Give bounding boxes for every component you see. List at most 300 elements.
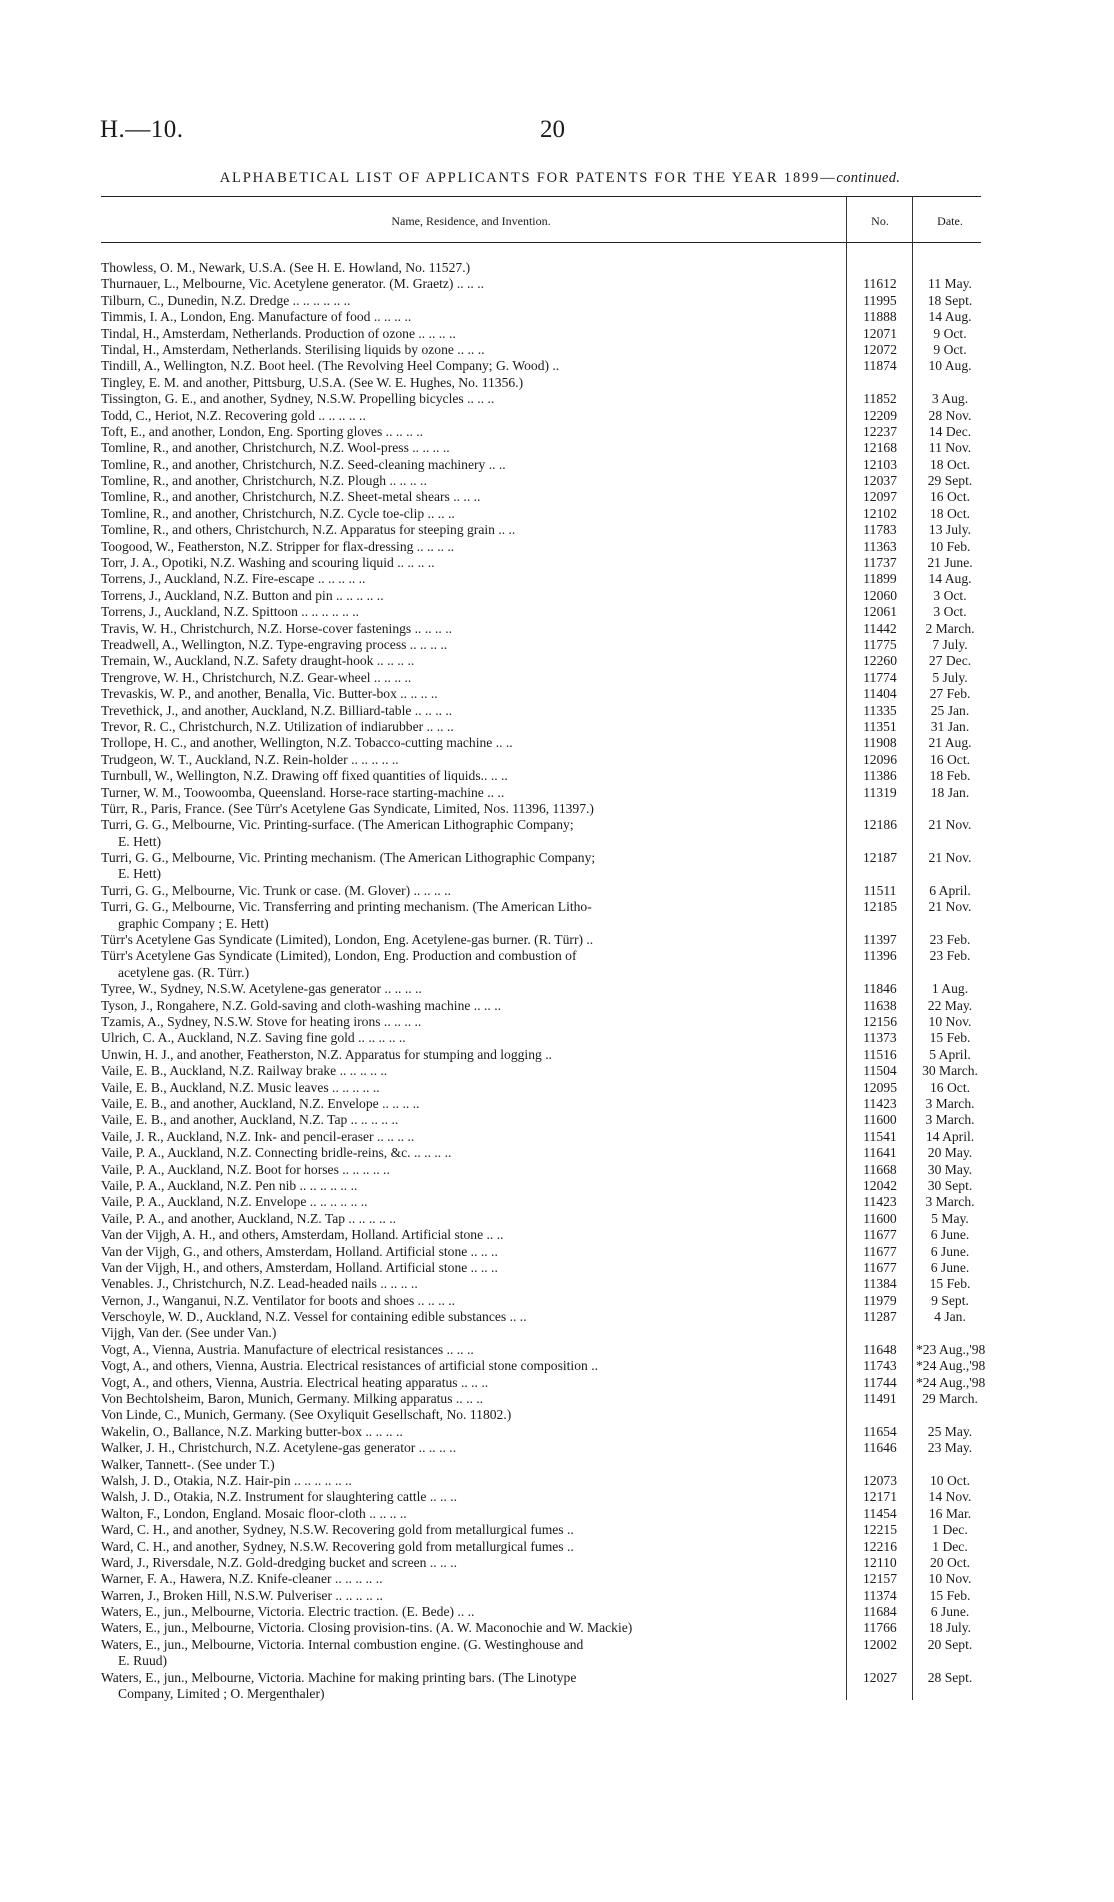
entry-date: 27 Dec.	[928, 653, 972, 669]
entry-number: 11684	[863, 1604, 897, 1620]
entry-date: 15 Feb.	[929, 1587, 971, 1603]
entry-text: Turri, G. G., Melbourne, Vic. Trunk or case. (M. Glover) .. .. .. ..	[101, 882, 451, 898]
entry-date: 6 June.	[930, 1243, 970, 1259]
table-row	[0, 276, 1114, 292]
entry-number: 12073	[863, 1472, 897, 1488]
entry-date: 13 July.	[928, 522, 972, 538]
entry-date: 28 Nov.	[928, 407, 972, 423]
table-row	[0, 817, 1114, 850]
table-row	[0, 719, 1114, 735]
entry-date: 21 June.	[927, 555, 973, 571]
entry-text: Trevethick, J., and another, Auckland, N.Z. Billiard-table .. .. .. ..	[101, 702, 453, 718]
table-row	[0, 981, 1114, 997]
table-row	[0, 653, 1114, 669]
entry-text: Vaile, P. A., and another, Auckland, N.Z. Tap .. .. .. .. ..	[101, 1210, 397, 1226]
entry-date: 10 Oct.	[929, 1472, 971, 1488]
entry-date: 3 Aug.	[931, 391, 969, 407]
entry-text: Von Linde, C., Munich, Germany. (See Oxyliquit Gesellschaft, No. 11802.)	[101, 1407, 512, 1423]
entry-text: Tingley, E. M. and another, Pittsburg, U.S.A. (See W. E. Hughes, No. 11356.)	[101, 374, 524, 390]
table-row	[0, 1539, 1114, 1555]
page-number: 20	[540, 116, 565, 143]
entry-date: 20 May.	[927, 1145, 973, 1161]
entry-text: Vaile, P. A., Auckland, N.Z. Pen nib .. .. .. .. .. ..	[101, 1177, 358, 1193]
table-row	[0, 801, 1114, 817]
entry-number: 11888	[863, 309, 897, 325]
entry-date: 7 July.	[932, 636, 968, 652]
table-row	[0, 703, 1114, 719]
table-row	[0, 1260, 1114, 1276]
entry-number: 12042	[863, 1177, 897, 1193]
table-row	[0, 1162, 1114, 1178]
entry-date: 21 Nov.	[928, 899, 972, 915]
entry-text: Turnbull, W., Wellington, N.Z. Drawing off fixed quantities of liquids.. .. ..	[101, 768, 508, 784]
entry-date: 1 Dec.	[932, 1538, 968, 1554]
entry-number: 12096	[863, 751, 897, 767]
document-reference: H.—10.	[100, 116, 184, 143]
entry-text: Thowless, O. M., Newark, U.S.A. (See H. E. Howland, No. 11527.)	[101, 260, 471, 275]
column-header-date: Date.	[937, 214, 963, 228]
entry-text: Turner, W. M., Toowoomba, Queensland. Horse-race starting-machine .. ..	[101, 784, 505, 800]
table-row	[0, 293, 1114, 309]
entry-text: Warren, J., Broken Hill, N.S.W. Pulveriser .. .. .. .. ..	[101, 1587, 383, 1603]
entry-number: 11668	[863, 1161, 897, 1177]
table-row	[0, 408, 1114, 424]
header-top-rule	[101, 196, 981, 197]
table-row	[0, 1096, 1114, 1112]
entry-date: 18 Sept.	[927, 292, 973, 308]
entry-number: 11743	[863, 1358, 897, 1374]
entry-date: 16 Oct.	[929, 751, 971, 767]
column-header-no: No.	[871, 214, 889, 228]
entry-text: Van der Vijgh, A. H., and others, Amsterdam, Holland. Artificial stone .. ..	[101, 1227, 504, 1243]
entry-date: 5 July.	[932, 669, 968, 685]
entry-text: Ward, J., Riversdale, N.Z. Gold-dredging bucket and screen .. .. ..	[101, 1554, 458, 1570]
entry-text: Tomline, R., and another, Christchurch, N.Z. Plough .. .. .. ..	[101, 473, 427, 489]
entry-date: 9 Oct.	[933, 325, 967, 341]
entry-text: Walker, J. H., Christchurch, N.Z. Acetylene-gas generator .. .. .. ..	[101, 1440, 457, 1456]
entry-date: 2 March.	[925, 620, 975, 636]
entry-number: 12171	[863, 1489, 897, 1505]
entry-date: 10 Nov.	[928, 1571, 972, 1587]
entry-number: 11648	[863, 1341, 897, 1357]
table-row	[0, 391, 1114, 407]
entry-text-continuation: graphic Company ; E. Hett)	[118, 915, 269, 931]
table-row	[0, 1227, 1114, 1243]
entry-text: Tilburn, C., Dunedin, N.Z. Dredge .. .. .. .. .. ..	[101, 292, 351, 308]
entry-text: Turri, G. G., Melbourne, Vic. Printing-surface. (The American Lithographic Company;	[101, 817, 574, 833]
entry-text: Vaile, E. B., and another, Auckland, N.Z. Tap .. .. .. .. ..	[101, 1112, 399, 1128]
table-row	[0, 637, 1114, 653]
table-row	[0, 1506, 1114, 1522]
entry-text: Türr, R., Paris, France. (See Türr's Acetylene Gas Syndicate, Limited, Nos. 11396, 11397.)	[101, 800, 594, 816]
table-row	[0, 1522, 1114, 1538]
entry-text: Waters, E., jun., Melbourne, Victoria. Machine for making printing bars. (The Linotype	[101, 1669, 577, 1685]
entry-number: 12060	[863, 587, 897, 603]
entry-text: Tomline, R., and another, Christchurch, N.Z. Wool-press .. .. .. ..	[101, 440, 450, 456]
table-row	[0, 424, 1114, 440]
entry-number: 11397	[863, 932, 897, 948]
entry-text-continuation: E. Hett)	[118, 866, 162, 882]
entry-text: Todd, C., Heriot, N.Z. Recovering gold .. .. .. .. ..	[101, 407, 366, 423]
entry-number: 12157	[863, 1571, 897, 1587]
entry-number: 11641	[863, 1145, 897, 1161]
entry-date: 16 Oct.	[929, 1079, 971, 1095]
table-row	[0, 1342, 1114, 1358]
table-row	[0, 375, 1114, 391]
entry-date: 31 Jan.	[930, 718, 970, 734]
page-title-main: ALPHABETICAL LIST OF APPLICANTS FOR PATENTS FOR THE YEAR 1899—	[219, 170, 837, 186]
entry-number: 12215	[863, 1522, 897, 1538]
table-row	[0, 1194, 1114, 1210]
entry-text: Türr's Acetylene Gas Syndicate (Limited), London, Eng. Acetylene-gas burner. (R. Türr) ..	[101, 932, 594, 948]
entry-number: 11386	[863, 768, 897, 784]
entry-number: 11404	[863, 686, 897, 702]
table-row	[0, 1637, 1114, 1670]
table-row	[0, 1030, 1114, 1046]
entry-number: 12156	[863, 1014, 897, 1030]
entry-number: 11766	[863, 1620, 897, 1636]
table-row	[0, 1604, 1114, 1620]
entry-number: 11423	[863, 1095, 897, 1111]
entry-text: Vaile, E. B., Auckland, N.Z. Railway brake .. .. .. .. ..	[101, 1063, 388, 1079]
table-row	[0, 686, 1114, 702]
entry-number: 12209	[863, 407, 897, 423]
entry-date: 6 June.	[930, 1227, 970, 1243]
entry-date: 14 Aug.	[928, 571, 972, 587]
table-row	[0, 1473, 1114, 1489]
entry-number: 11646	[863, 1440, 897, 1456]
table-row	[0, 752, 1114, 768]
entry-number: 12237	[863, 423, 897, 439]
entry-number: 11995	[863, 292, 897, 308]
entry-text: Tzamis, A., Sydney, N.S.W. Stove for heating irons .. .. .. ..	[101, 1014, 422, 1030]
entry-number: 11511	[863, 882, 897, 898]
entry-number: 11846	[863, 981, 897, 997]
entry-text: Ulrich, C. A., Auckland, N.Z. Saving fine gold .. .. .. .. ..	[101, 1030, 406, 1046]
entry-number: 11677	[863, 1243, 897, 1259]
table-row	[0, 735, 1114, 751]
entry-date: *24 Aug.,'98	[916, 1374, 986, 1390]
entry-text: Vijgh, Van der. (See under Van.)	[101, 1325, 277, 1341]
entry-number: 11373	[863, 1030, 897, 1046]
entry-number: 12095	[863, 1079, 897, 1095]
entry-text: Ward, C. H., and another, Sydney, N.S.W. Recovering gold from metallurgical fumes ..	[101, 1522, 574, 1538]
entry-text-continuation: E. Ruud)	[118, 1653, 168, 1669]
entry-date: 9 Sept.	[931, 1292, 969, 1308]
entry-number: 11979	[863, 1292, 897, 1308]
entry-number: 11600	[863, 1210, 897, 1226]
table-row	[0, 1112, 1114, 1128]
entry-number: 11908	[863, 735, 897, 751]
table-row	[0, 785, 1114, 801]
entry-text: Unwin, H. J., and another, Featherston, N.Z. Apparatus for stumping and logging ..	[101, 1046, 553, 1062]
table-row	[0, 1276, 1114, 1292]
table-row	[0, 1178, 1114, 1194]
entry-text: Timmis, I. A., London, Eng. Manufacture of food .. .. .. ..	[101, 309, 412, 325]
entry-text: Trevor, R. C., Christchurch, N.Z. Utilization of indiarubber .. .. ..	[101, 718, 454, 734]
table-row	[0, 1063, 1114, 1079]
entry-date: 9 Oct.	[933, 341, 967, 357]
entry-date: 23 May.	[927, 1440, 973, 1456]
table-row	[0, 948, 1114, 981]
table-row	[0, 883, 1114, 899]
entry-text: Tindal, H., Amsterdam, Netherlands. Sterilising liquids by ozone .. .. ..	[101, 341, 485, 357]
column-header-name: Name, Residence, and Invention.	[391, 214, 551, 228]
table-row	[0, 1129, 1114, 1145]
entry-date: 29 Sept.	[927, 473, 973, 489]
entry-text: Tindal, H., Amsterdam, Netherlands. Production of ozone .. .. .. ..	[101, 325, 456, 341]
entry-number: 11638	[863, 997, 897, 1013]
entry-date: 3 Oct.	[933, 587, 967, 603]
entry-number: 11874	[863, 358, 897, 374]
entry-date: 1 Dec.	[932, 1522, 968, 1538]
entry-date: 23 Feb.	[929, 948, 971, 964]
entry-text: Walsh, J. D., Otakia, N.Z. Instrument for slaughtering cattle .. .. ..	[101, 1489, 458, 1505]
entry-text: Trengrove, W. H., Christchurch, N.Z. Gear-wheel .. .. .. ..	[101, 669, 412, 685]
entry-date: 10 Aug.	[928, 358, 972, 374]
table-row	[0, 850, 1114, 883]
table-row	[0, 932, 1114, 948]
entry-number: 11744	[863, 1374, 897, 1390]
entry-text: Thurnauer, L., Melbourne, Vic. Acetylene generator. (M. Graetz) .. .. ..	[101, 276, 485, 292]
entry-number: 12260	[863, 653, 897, 669]
table-row	[0, 1588, 1114, 1604]
page-title	[140, 170, 980, 187]
table-row	[0, 571, 1114, 587]
table-row	[0, 555, 1114, 571]
entry-text-continuation: E. Hett)	[118, 833, 162, 849]
entry-date: 10 Nov.	[928, 1014, 972, 1030]
entry-date: 21 Nov.	[928, 850, 972, 866]
entry-number: 11612	[863, 276, 897, 292]
entry-number: 11600	[863, 1112, 897, 1128]
table-row	[0, 1489, 1114, 1505]
entry-number: 11541	[863, 1128, 897, 1144]
entry-number: 12061	[863, 604, 897, 620]
entry-text: Tyree, W., Sydney, N.S.W. Acetylene-gas generator .. .. .. ..	[101, 981, 422, 997]
entry-text: Tomline, R., and another, Christchurch, N.Z. Seed-cleaning machinery .. ..	[101, 456, 506, 472]
entry-number: 12027	[863, 1669, 897, 1685]
entry-text: Tissington, G. E., and another, Sydney, N.S.W. Propelling bicycles .. .. ..	[101, 391, 495, 407]
table-row	[0, 1211, 1114, 1227]
entry-text: Tindill, A., Wellington, N.Z. Boot heel. (The Revolving Heel Company; G. Wood) ..	[101, 358, 560, 374]
table-row	[0, 1457, 1114, 1473]
entry-date: 22 May.	[927, 997, 973, 1013]
table-row	[0, 1440, 1114, 1456]
table-row	[0, 522, 1114, 538]
table-row	[0, 1571, 1114, 1587]
entry-number: 11335	[863, 702, 897, 718]
entry-text-continuation: Company, Limited ; O. Mergenthaler)	[118, 1686, 325, 1702]
entry-date: 11 Nov.	[928, 440, 972, 456]
entry-date: 30 Sept.	[927, 1177, 973, 1193]
entry-number: 11774	[863, 669, 897, 685]
table-row	[0, 260, 1114, 276]
table-row	[0, 670, 1114, 686]
entry-date: *23 Aug.,'98	[916, 1341, 986, 1357]
table-row	[0, 440, 1114, 456]
entry-text: Warner, F. A., Hawera, N.Z. Knife-cleaner .. .. .. .. ..	[101, 1571, 383, 1587]
entry-text: Vaile, P. A., Auckland, N.Z. Envelope .. .. .. .. .. ..	[101, 1194, 368, 1210]
entry-text: Travis, W. H., Christchurch, N.Z. Horse-cover fastenings .. .. .. ..	[101, 620, 453, 636]
entry-date: 30 May.	[927, 1161, 973, 1177]
entry-date: 18 July.	[928, 1620, 972, 1636]
table-row	[0, 1014, 1114, 1030]
entry-text: Toogood, W., Featherston, N.Z. Stripper for flax-dressing .. .. .. ..	[101, 538, 455, 554]
entry-date: 28 Sept.	[927, 1669, 973, 1685]
entry-number: 11737	[863, 555, 897, 571]
entry-text: Walsh, J. D., Otakia, N.Z. Hair-pin .. .. .. .. .. ..	[101, 1472, 352, 1488]
entry-text: Walker, Tannett-. (See under T.)	[101, 1456, 275, 1472]
entry-number: 11504	[863, 1063, 897, 1079]
table-row	[0, 1145, 1114, 1161]
entry-number: 12168	[863, 440, 897, 456]
entry-number: 11783	[863, 522, 897, 538]
entry-text: Tomline, R., and another, Christchurch, N.Z. Cycle toe-clip .. .. ..	[101, 505, 455, 521]
entry-text: Vaile, E. B., and another, Auckland, N.Z. Envelope .. .. .. ..	[101, 1095, 420, 1111]
entry-text: Vernon, J., Wanganui, N.Z. Ventilator for boots and shoes .. .. .. ..	[101, 1292, 456, 1308]
page-title-continued: continued.	[836, 170, 901, 186]
table-row	[0, 1555, 1114, 1571]
entry-text: Vogt, A., and others, Vienna, Austria. Electrical resistances of artificial stone composition ..	[101, 1358, 598, 1374]
table-row	[0, 326, 1114, 342]
entry-text: Torr, J. A., Opotiki, N.Z. Washing and scouring liquid .. .. .. ..	[101, 555, 435, 571]
entry-text: Ward, C. H., and another, Sydney, N.S.W. Recovering gold from metallurgical fumes ..	[101, 1538, 574, 1554]
entry-number: 12037	[863, 473, 897, 489]
entry-text: Treadwell, A., Wellington, N.Z. Type-engraving process .. .. .. ..	[101, 636, 448, 652]
entry-date: *24 Aug.,'98	[916, 1358, 986, 1374]
entry-date: 15 Feb.	[929, 1030, 971, 1046]
entry-number: 12103	[863, 456, 897, 472]
entry-date: 3 March.	[925, 1194, 975, 1210]
entry-number: 12216	[863, 1538, 897, 1554]
table-row	[0, 309, 1114, 325]
table-row	[0, 899, 1114, 932]
entry-number: 12186	[863, 817, 897, 833]
entry-number: 11677	[863, 1259, 897, 1275]
table-row	[0, 1047, 1114, 1063]
entry-text: Tremain, W., Auckland, N.Z. Safety draught-hook .. .. .. ..	[101, 653, 415, 669]
entry-date: 20 Sept.	[927, 1636, 973, 1652]
entry-date: 11 May.	[928, 276, 972, 292]
entry-date: 16 Mar.	[928, 1505, 972, 1521]
entry-text: Trevaskis, W. P., and another, Benalla, Vic. Butter-box .. .. .. ..	[101, 686, 438, 702]
entry-number: 11491	[863, 1391, 897, 1407]
entry-text: Waters, E., jun., Melbourne, Victoria. Closing provision-tins. (A. W. Maconochie and W. Mackie)	[101, 1620, 633, 1636]
entry-number: 11852	[863, 391, 897, 407]
entry-text: Tyson, J., Rongahere, N.Z. Gold-saving and cloth-washing machine .. .. ..	[101, 997, 501, 1013]
entry-text: Vaile, E. B., Auckland, N.Z. Music leaves .. .. .. .. ..	[101, 1079, 380, 1095]
entry-date: 10 Feb.	[929, 538, 971, 554]
table-row	[0, 621, 1114, 637]
entry-text: Turri, G. G., Melbourne, Vic. Printing mechanism. (The American Lithographic Company;	[101, 850, 596, 866]
entry-number: 11677	[863, 1227, 897, 1243]
entry-text: Vogt, A., and others, Vienna, Austria. Electrical heating apparatus .. .. ..	[101, 1374, 489, 1390]
entry-date: 3 Oct.	[933, 604, 967, 620]
entry-date: 14 Aug.	[928, 309, 972, 325]
entry-date: 23 Feb.	[929, 932, 971, 948]
entry-text: Verschoyle, W. D., Auckland, N.Z. Vessel for containing edible substances .. ..	[101, 1309, 527, 1325]
entry-date: 18 Oct.	[929, 456, 971, 472]
entry-text: Walton, F., London, England. Mosaic floor-cloth .. .. .. ..	[101, 1505, 407, 1521]
entry-date: 1 Aug.	[931, 981, 969, 997]
table-row	[0, 1391, 1114, 1407]
entry-number: 12102	[863, 505, 897, 521]
entry-text: Waters, E., jun., Melbourne, Victoria. Internal combustion engine. (G. Westinghouse and	[101, 1636, 584, 1652]
table-row	[0, 1309, 1114, 1325]
entry-date: 18 Feb.	[929, 768, 971, 784]
entry-number: 12002	[863, 1636, 897, 1652]
table-row	[0, 588, 1114, 604]
entry-text: Venables. J., Christchurch, N.Z. Lead-headed nails .. .. .. ..	[101, 1276, 418, 1292]
entry-date: 4 Jan.	[934, 1309, 966, 1325]
entry-number: 11374	[863, 1587, 897, 1603]
entry-number: 11654	[863, 1423, 897, 1439]
entry-number: 11384	[863, 1276, 897, 1292]
table-row	[0, 1620, 1114, 1636]
table-row	[0, 489, 1114, 505]
entry-date: 3 March.	[925, 1095, 975, 1111]
entry-date: 20 Oct.	[929, 1554, 971, 1570]
table-row	[0, 1358, 1114, 1374]
entry-text: Torrens, J., Auckland, N.Z. Fire-escape .. .. .. .. ..	[101, 571, 366, 587]
entry-text: Trudgeon, W. T., Auckland, N.Z. Rein-holder .. .. .. .. ..	[101, 751, 399, 767]
table-row	[0, 358, 1114, 374]
entry-date: 29 March.	[922, 1391, 978, 1407]
entry-number: 11442	[863, 620, 897, 636]
entry-date: 15 Feb.	[929, 1276, 971, 1292]
entry-number: 12185	[863, 899, 897, 915]
entry-text: Vaile, P. A., Auckland, N.Z. Connecting bridle-reins, &c. .. .. .. ..	[101, 1145, 452, 1161]
entry-number: 11363	[863, 538, 897, 554]
table-row	[0, 1670, 1114, 1703]
entry-number: 11516	[863, 1046, 897, 1062]
entry-number: 11287	[863, 1309, 897, 1325]
table-row	[0, 998, 1114, 1014]
table-row	[0, 1244, 1114, 1260]
entry-text: Tomline, R., and another, Christchurch, N.Z. Sheet-metal shears .. .. ..	[101, 489, 481, 505]
entry-number: 11351	[863, 718, 897, 734]
applicant-list	[0, 260, 1114, 1702]
entry-date: 6 June.	[930, 1604, 970, 1620]
entry-number: 12110	[863, 1554, 897, 1570]
entry-text: Waters, E., jun., Melbourne, Victoria. Electric traction. (E. Bede) .. ..	[101, 1604, 475, 1620]
entry-text-continuation: acetylene gas. (R. Türr.)	[118, 964, 250, 980]
entry-text: Torrens, J., Auckland, N.Z. Button and pin .. .. .. .. ..	[101, 587, 384, 603]
entry-date: 5 May.	[931, 1210, 969, 1226]
entry-date: 3 March.	[925, 1112, 975, 1128]
entry-text: Wakelin, O., Ballance, N.Z. Marking butter-box .. .. .. ..	[101, 1423, 403, 1439]
entry-date: 21 Nov.	[928, 817, 972, 833]
entry-date: 14 Nov.	[928, 1489, 972, 1505]
entry-text: Von Bechtolsheim, Baron, Munich, Germany. Milking apparatus .. .. ..	[101, 1391, 484, 1407]
entry-date: 5 April.	[929, 1046, 971, 1062]
entry-text: Vaile, P. A., Auckland, N.Z. Boot for horses .. .. .. .. ..	[101, 1161, 390, 1177]
entry-date: 6 April.	[929, 882, 971, 898]
entry-date: 18 Jan.	[930, 784, 970, 800]
entry-number: 11899	[863, 571, 897, 587]
entry-date: 27 Feb.	[929, 686, 971, 702]
entry-date: 21 Aug.	[928, 735, 972, 751]
table-row	[0, 1325, 1114, 1341]
entry-date: 14 Dec.	[928, 423, 972, 439]
table-row	[0, 768, 1114, 784]
entry-date: 16 Oct.	[929, 489, 971, 505]
entry-number: 12071	[863, 325, 897, 341]
entry-text: Tomline, R., and others, Christchurch, N.Z. Apparatus for steeping grain .. ..	[101, 522, 516, 538]
entry-text: Toft, E., and another, London, Eng. Sporting gloves .. .. .. ..	[101, 423, 424, 439]
table-row	[0, 539, 1114, 555]
